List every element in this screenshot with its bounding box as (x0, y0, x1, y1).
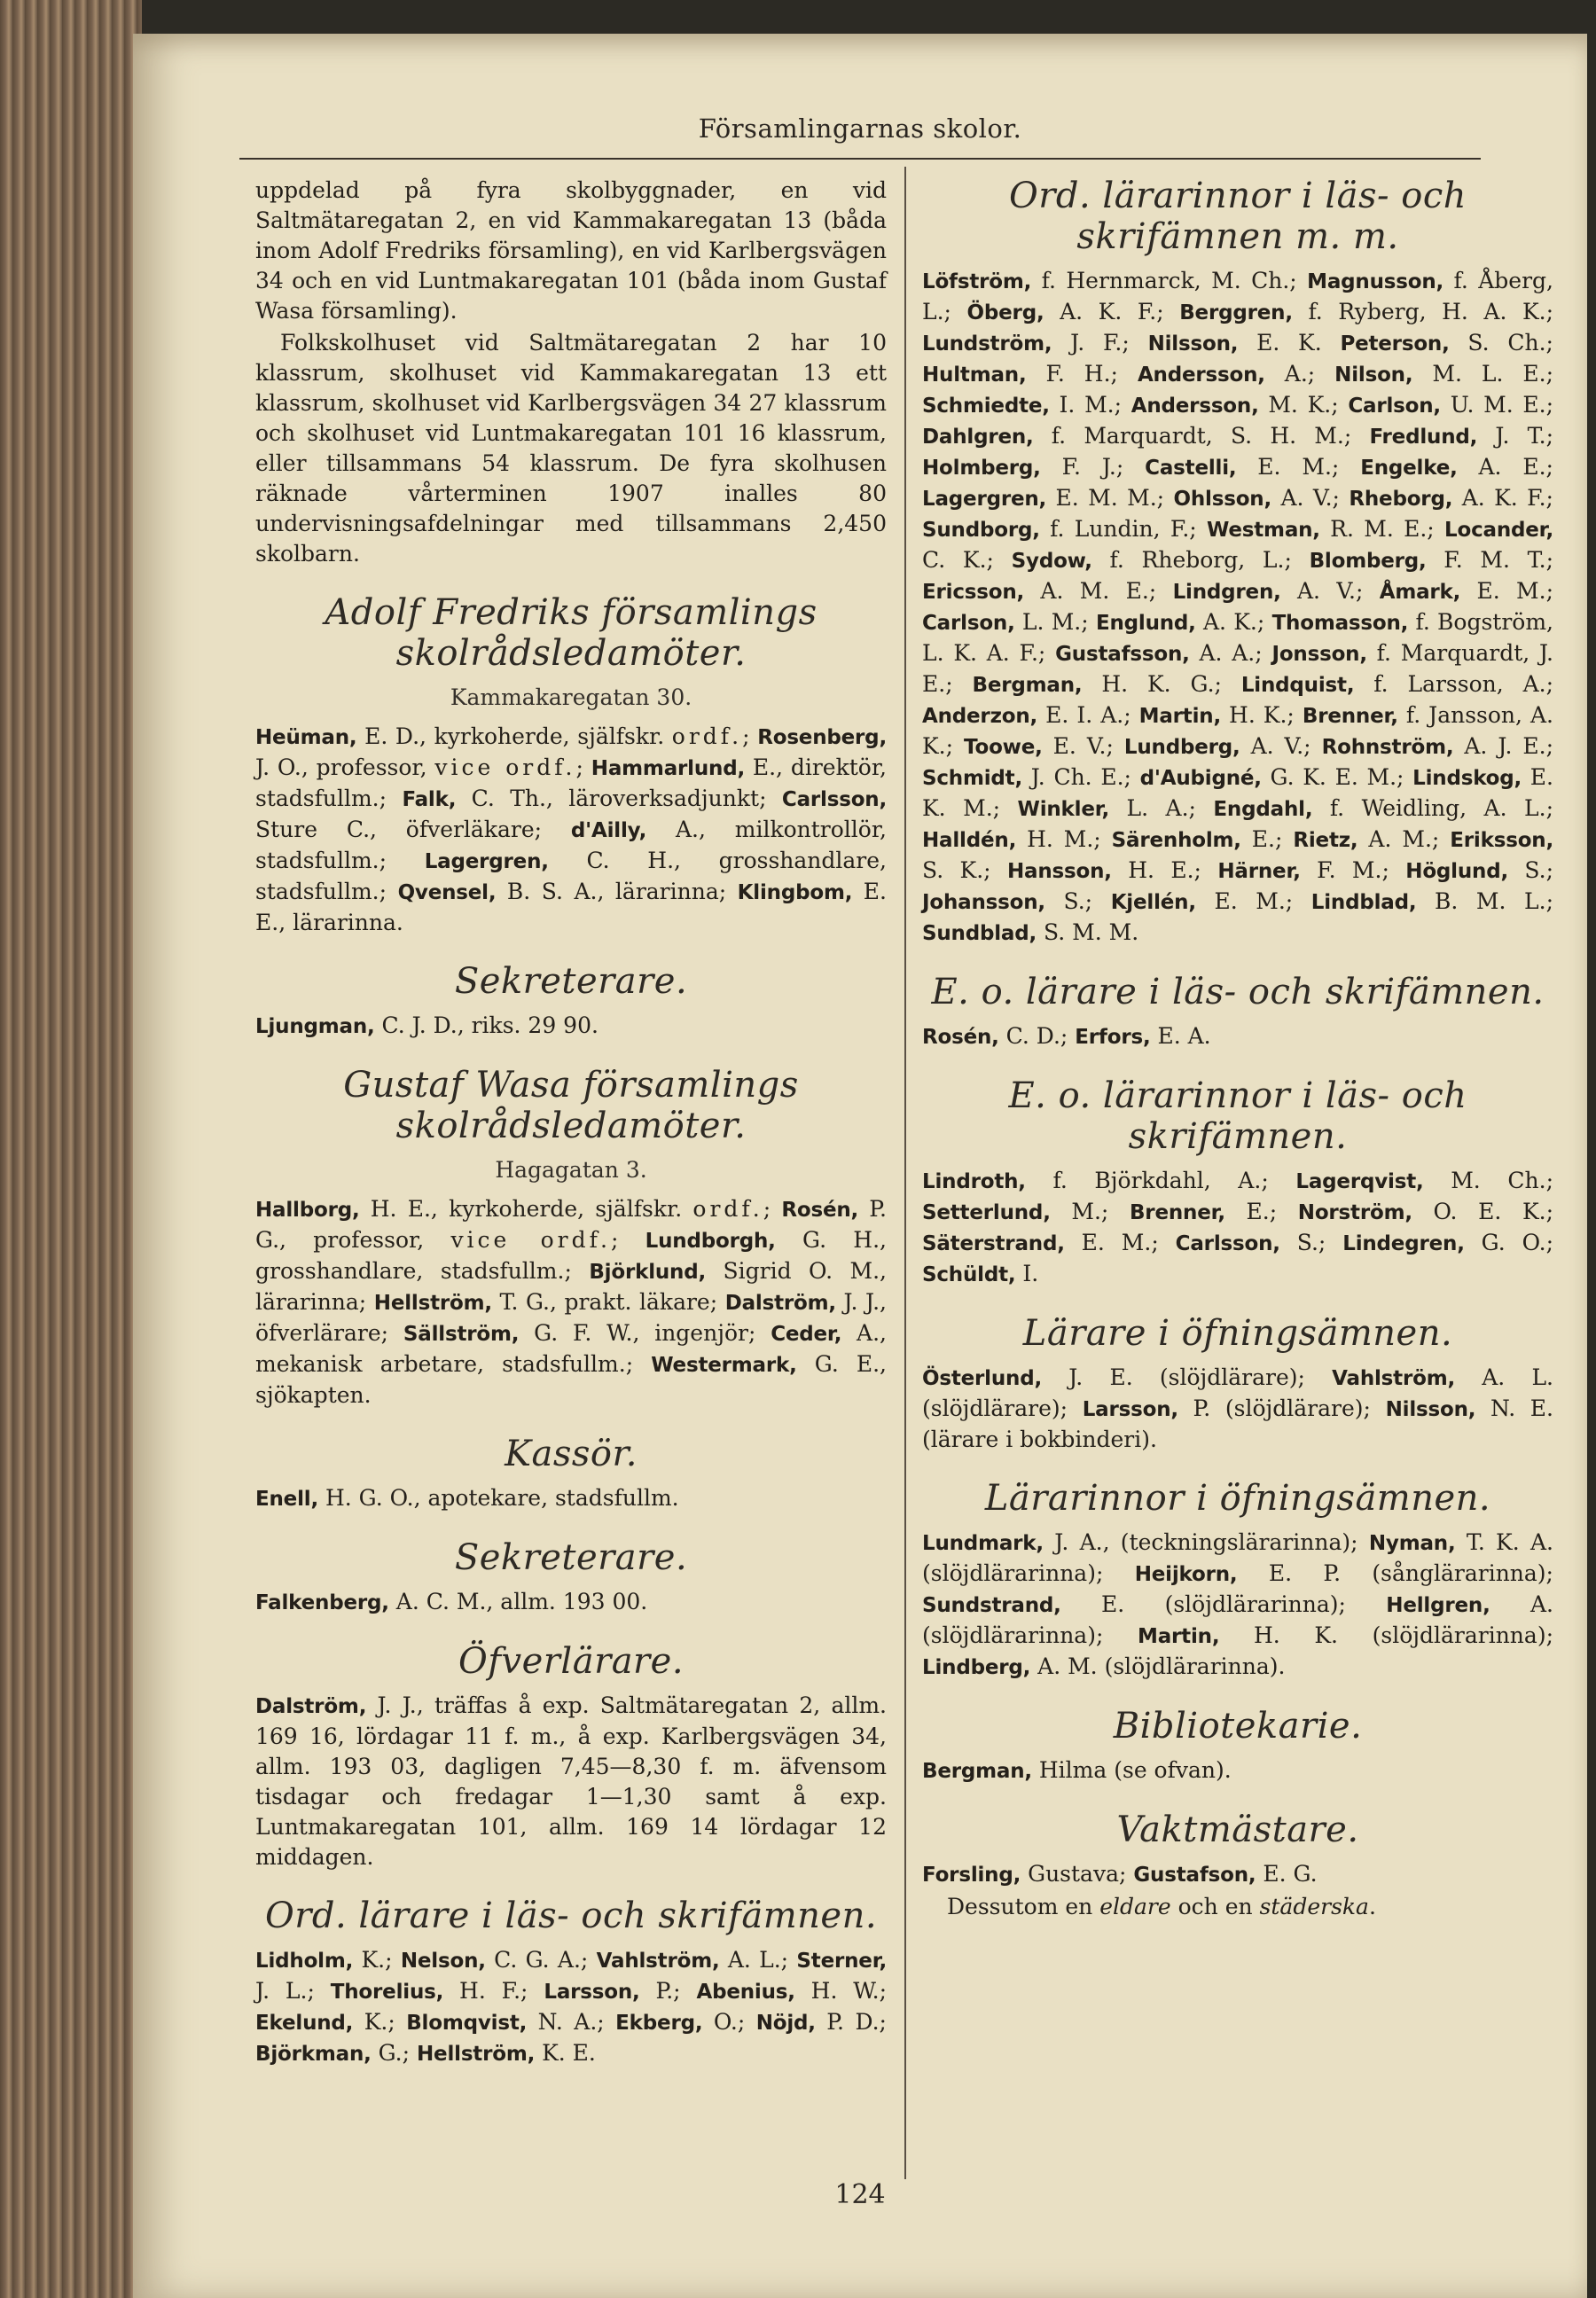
entry-details: M. K.; (1258, 392, 1349, 418)
entry-details: M. Ch.; (1423, 1168, 1553, 1193)
entry-name: Schüldt, (922, 1263, 1016, 1286)
entry-details: E. M.; (1195, 888, 1311, 914)
entry-details: f. Marquardt, S. H. M.; (1033, 423, 1370, 449)
entry-name: Gustafson, (1133, 1864, 1256, 1887)
entry-details: H. M.; (1016, 826, 1112, 852)
ord-teachers-heading: Ord. lärare i läs- och skrifämnen. (264, 1895, 878, 1936)
entry-details: G. K. E. M.; (1261, 764, 1413, 790)
header-rule (239, 158, 1481, 160)
entry-name: Björklund, (589, 1261, 707, 1284)
entry-name: Nyman, (1368, 1532, 1456, 1555)
entry-details: P. (slöjdlärare); (1177, 1395, 1386, 1421)
librarian-entry (922, 1755, 1553, 1786)
entry-details: A. V.; (1271, 485, 1350, 511)
entry-details: J. L.; (255, 1978, 331, 2004)
practical-teachers-list (922, 1363, 1553, 1455)
af-secretary-name: Ljungman, (255, 1015, 375, 1038)
book-page (133, 34, 1587, 2298)
entry-name: d'Aubigné, (1139, 767, 1262, 790)
af-secretary-heading: Sekreterare. (454, 961, 688, 1002)
entry-name: Eriksson, (1450, 829, 1554, 852)
entry-details: F. J.; (1040, 454, 1146, 480)
entry-details: N. E. (lärare i bokbinderi). (922, 1395, 1553, 1452)
entry-separator: ; (610, 1227, 645, 1253)
entry-details: f. Björkdahl, A.; (1025, 1168, 1296, 1193)
entry-name: Hultman, (922, 363, 1027, 387)
entry-details: G.; (371, 2040, 417, 2066)
eo-teachers-heading: E. o. lärare i läs- och skrifämnen. (931, 972, 1545, 1012)
entry-details: A.; (1264, 361, 1335, 387)
entry-name: Särenholm, (1111, 829, 1241, 852)
entry-details: J. E. (slöjdlärare); (1042, 1364, 1333, 1390)
entry-name: Larsson, (544, 1981, 640, 2004)
entry-name: Sundblad, (922, 922, 1037, 945)
entry-details: f. Ryberg, H. A. K.; (1292, 299, 1554, 324)
entry-name: Winkler, (1017, 798, 1110, 821)
entry-name: Dahlgren, (922, 426, 1034, 449)
entry-name: Thorelius, (330, 1981, 444, 2004)
entry-name: Lindquist, (1240, 674, 1355, 697)
entry-name: Österlund, (922, 1367, 1043, 1390)
entry-details: C. D.; (998, 1023, 1076, 1049)
entry-name: Englund, (1095, 612, 1196, 635)
entry-details: A., milkontrollör, stadsfullm.; (255, 817, 887, 873)
entry-name: Vahlström, (596, 1950, 720, 1973)
gw-secretary-details: A. C. M., allm. 193 00. (388, 1589, 648, 1614)
entry-name: Hellgren, (1386, 1594, 1490, 1617)
entry-name: Kjellén, (1110, 891, 1196, 914)
entry-name: Holmberg, (922, 457, 1041, 480)
entry-details: A. M. (slöjdlärarinna). (1030, 1653, 1286, 1679)
entry-name: Sterner, (796, 1950, 887, 1973)
entry-name: Martin, (1138, 705, 1221, 728)
entry-role: ordf. (671, 723, 743, 749)
entry-name: Björkman, (255, 2043, 372, 2066)
entry-name: Vahlström, (1332, 1367, 1456, 1390)
entry-details: S. Ch.; (1449, 330, 1553, 356)
entry-details: J. Ch. E.; (1022, 764, 1140, 790)
left-column (255, 176, 887, 2071)
entry-name: Westermark, (651, 1354, 797, 1377)
entry-details: K.; (353, 2009, 407, 2035)
entry-name: Nilson, (1334, 363, 1413, 387)
entry-name: Ohlsson, (1173, 488, 1272, 511)
entry-details: f. Hernmarck, M. Ch.; (1031, 268, 1308, 293)
entry-details: J. A., (teckningslärarinna); (1043, 1529, 1369, 1555)
entry-details: Sture C., öfverläkare; (255, 817, 571, 842)
entry-details: J. J., öfverlärare; (255, 1289, 888, 1346)
entry-details: E. I. A.; (1037, 702, 1139, 728)
ord-female-teachers-heading: Ord. lärarinnor i läs- och skrifämnen m. m. (1008, 176, 1467, 257)
entry-name: d'Ailly, (570, 819, 647, 842)
entry-details: E. G. (1256, 1861, 1318, 1887)
entry-name: Rosenberg, (757, 726, 887, 749)
entry-details: P. G., professor, (255, 1196, 887, 1253)
entry-name: Peterson, (1340, 332, 1450, 356)
entry-details: Gustava; (1021, 1861, 1134, 1887)
entry-details: H. E., kyrkoherde, själfskr. (359, 1196, 693, 1222)
practical-female-teachers-heading: Lärarinnor i öfningsämnen. (984, 1478, 1491, 1519)
entry-name: Johansson, (922, 891, 1045, 914)
practical-teachers-heading: Lärare i öfningsämnen. (1022, 1313, 1453, 1354)
entry-details: A. E.; (1457, 454, 1553, 480)
gw-council-members (255, 1194, 887, 1411)
entry-name: Lundberg, (1123, 736, 1240, 759)
entry-name: Sällström, (403, 1323, 520, 1346)
entry-name: Carlsson, (1175, 1232, 1280, 1255)
entry-name: Sundborg, (922, 519, 1040, 542)
entry-details: f. Lundin, F.; (1039, 516, 1208, 542)
entry-name: Lindgren, (1172, 581, 1281, 604)
entry-details: S. M. M. (1037, 919, 1139, 945)
librarian-heading: Bibliotekarie. (1113, 1706, 1363, 1747)
entry-name: Thomasson, (1271, 612, 1409, 635)
entry-name: Lagergren, (922, 488, 1047, 511)
entry-details: G. F. W., ingenjör; (519, 1320, 771, 1346)
entry-name: Lundmark, (922, 1532, 1044, 1555)
entry-details: J. F.; (1052, 330, 1148, 356)
entry-name: Lindblad, (1310, 891, 1417, 914)
gw-secretary-entry (255, 1587, 887, 1618)
entry-details: S.; (1044, 888, 1111, 914)
entry-details: T. G., prakt. läkare; (491, 1289, 725, 1315)
entry-name: Jonsson, (1271, 643, 1367, 666)
gw-secretary-heading: Sekreterare. (454, 1537, 688, 1578)
intro-paragraph-2: Folkskolhuset vid Saltmätaregatan 2 har 10 klassrum, skolhuset vid Kammakaregatan 13 ett klassrum, skolhuset vid Karlbergsvägen 34 27 klassrum och skolhuset vid Luntmakaregatan 101 16 klassrum, eller tillsammans 54 klassrum. De fyra skolhusen räknade vårterminen 1907 inalles 80 undervisningsafdelningar med tillsammans 2,450 skolbarn. (255, 330, 887, 567)
closing-stoker: eldare (1099, 1894, 1171, 1919)
entry-name: Setterlund, (922, 1201, 1051, 1224)
entry-name: Rohnström, (1321, 736, 1454, 759)
entry-details: J. T.; (1477, 423, 1553, 449)
entry-details: N. A.; (527, 2009, 616, 2035)
entry-details: E. D., kyrkoherde, själfskr. (356, 723, 672, 749)
entry-details: A. V.; (1240, 733, 1322, 759)
af-secretary-details: C. J. D., riks. 29 90. (374, 1012, 598, 1038)
entry-name: Martin, (1138, 1625, 1220, 1648)
entry-name: Heüman, (255, 726, 357, 749)
entry-details: f. Åberg, L.; (922, 268, 1553, 324)
entry-details: H. F.; (443, 1978, 544, 2004)
entry-name: Rosén, (922, 1026, 999, 1049)
entry-details: A. A.; (1189, 640, 1272, 666)
entry-name: Carlson, (1348, 395, 1441, 418)
head-teacher-details: J. J., träffas å exp. Saltmätaregatan 2, allm. 169 16, lördagar 11 f. m., å exp. Karlbergsvägen 34, allm. 193 03, dagligen 7,45—8,30 f. m. äfvensom tisdagar och fredagar 1—1,30 samt å exp. Luntmakaregatan 101, allm. 169 14 lördagar 12 middagen. (255, 1692, 887, 1870)
entry-separator: ; (763, 1196, 782, 1222)
treasurer-entry (255, 1483, 887, 1514)
entry-details: A. L. (slöjdlärare); (922, 1364, 1553, 1421)
entry-name: Larsson, (1082, 1398, 1178, 1421)
entry-details: S.; (1508, 857, 1553, 883)
entry-name: Hansson, (1007, 860, 1112, 883)
entry-details: J. O., professor, (255, 754, 435, 780)
entry-details: E. A. (1150, 1023, 1211, 1049)
entry-name: Ekelund, (255, 2012, 354, 2035)
entry-details: R. M. E.; (1319, 516, 1445, 542)
entry-details: A., mekanisk arbetare, stadsfullm.; (255, 1320, 887, 1377)
caretakers-heading: Vaktmästare. (1116, 1809, 1359, 1850)
librarian-name: Bergman, (922, 1760, 1032, 1783)
entry-name: Berggren, (1179, 301, 1293, 324)
entry-name: Dalström, (724, 1292, 836, 1315)
entry-details: G. O.; (1464, 1230, 1553, 1255)
entry-name: Lagergren, (424, 850, 549, 873)
entry-details: K.; (353, 1947, 401, 1973)
entry-role: vice ordf. (450, 1227, 611, 1253)
entry-details: E. M.; (1064, 1230, 1176, 1255)
entry-details: f. Larsson, A.; (1354, 671, 1553, 697)
entry-name: Ekberg, (615, 2012, 703, 2035)
entry-name: Blomqvist, (406, 2012, 528, 2035)
entry-details: E. (slöjdlärarinna); (1060, 1591, 1387, 1617)
entry-name: Lundström, (922, 332, 1052, 356)
entry-details: f. Jansson, A. K.; (922, 702, 1553, 759)
gw-council-address: Hagagatan 3. (495, 1157, 647, 1183)
entry-name: Nöjd, (755, 2012, 816, 2035)
entry-role: vice ordf. (434, 754, 576, 780)
page-number: 124 (834, 2179, 886, 2210)
entry-details: L. M.; (1014, 609, 1096, 635)
closing-text-3: . (1368, 1894, 1376, 1919)
entry-name: Andersson, (1137, 363, 1265, 387)
entry-name: Abenius, (696, 1981, 795, 2004)
entry-details: E.; (1240, 826, 1294, 852)
head-teacher-heading: Öfverlärare. (458, 1641, 685, 1682)
entry-name: Falk, (402, 788, 457, 811)
entry-details: E. E., lärarinna. (255, 879, 887, 935)
entry-details: Sigrid O. M., lärarinna; (255, 1258, 887, 1315)
entry-details: S.; (1279, 1230, 1343, 1255)
closing-text-1: Dessutom en (947, 1894, 1100, 1919)
entry-name: Nilsson, (1385, 1398, 1476, 1421)
practical-female-teachers-list (922, 1528, 1553, 1683)
entry-details: C. Th., läroverksadjunkt; (456, 786, 782, 811)
entry-name: Erfors, (1075, 1026, 1151, 1049)
treasurer-heading: Kassör. (505, 1434, 638, 1474)
entry-details: S. K.; (922, 857, 1007, 883)
entry-name: Nilsson, (1147, 332, 1239, 356)
entry-details: A. K.; (1195, 609, 1272, 635)
entry-details: E. V.; (1042, 733, 1124, 759)
entry-name: Sydow, (1011, 550, 1092, 573)
entry-name: Heijkorn, (1134, 1563, 1238, 1586)
entry-name: Norström, (1297, 1201, 1412, 1224)
entry-details: L. A.; (1109, 795, 1214, 821)
entry-name: Schmiedte, (922, 395, 1050, 418)
entry-details: E. M.; (1236, 454, 1361, 480)
entry-details: A. M. E.; (1024, 578, 1173, 604)
entry-details: O.; (702, 2009, 756, 2035)
entry-name: Rheborg, (1349, 488, 1453, 511)
entry-details: f. Marquardt, J. E.; (922, 640, 1553, 697)
af-council-address: Kammakaregatan 30. (450, 684, 692, 710)
closing-cleaner: städerska (1259, 1894, 1369, 1919)
entry-name: Bergman, (972, 674, 1083, 697)
entry-name: Hammarlund, (591, 757, 745, 780)
entry-details: H. W.; (794, 1978, 887, 2004)
entry-details: C. K.; (922, 547, 1012, 573)
entry-name: Magnusson, (1307, 270, 1444, 293)
entry-details: M.; (1050, 1199, 1130, 1224)
column-rule (904, 167, 906, 2179)
entry-name: Halldén, (922, 829, 1017, 852)
entry-details: E., direktör, stadsfullm.; (255, 754, 887, 811)
entry-separator: ; (575, 754, 591, 780)
entry-details: B. M. L.; (1416, 888, 1553, 914)
entry-name: Hallborg, (255, 1199, 360, 1222)
entry-details: A. J. E.; (1453, 733, 1553, 759)
entry-name: Blomberg, (1309, 550, 1427, 573)
entry-details: E. K. (1238, 330, 1341, 356)
entry-name: Brenner, (1302, 705, 1398, 728)
entry-name: Rietz, (1293, 829, 1358, 852)
entry-details: G. H., grosshandlare, stadsfullm.; (255, 1227, 887, 1284)
entry-name: Lindroth, (922, 1170, 1026, 1193)
entry-details: E. M. M.; (1046, 485, 1174, 511)
caretakers-list (922, 1859, 1553, 1890)
entry-name: Rosén, (781, 1199, 859, 1222)
entry-name: Ericsson, (922, 581, 1025, 604)
entry-details: P. D.; (815, 2009, 887, 2035)
entry-name: Westman, (1207, 519, 1320, 542)
closing-note (922, 1892, 1553, 1922)
entry-name: Lagerqvist, (1295, 1170, 1424, 1193)
entry-details: A. L.; (719, 1947, 797, 1973)
entry-name: Härner, (1217, 860, 1301, 883)
treasurer-details: H. G. O., apotekare, stadsfullm. (318, 1485, 679, 1511)
af-council-members (255, 722, 887, 938)
entry-name: Gustafsson, (1055, 643, 1190, 666)
entry-name: Klingbom, (737, 881, 853, 904)
entry-name: Locander, (1444, 519, 1553, 542)
entry-details: U. M. E.; (1440, 392, 1553, 418)
entry-details: f. Bogström, L. K. A. F.; (922, 609, 1553, 666)
entry-details: E.; (1224, 1199, 1298, 1224)
entry-details: P.; (639, 1978, 697, 2004)
entry-name: Brenner, (1129, 1201, 1225, 1224)
entry-details: E. K. M.; (922, 764, 1553, 821)
entry-details: A. M.; (1357, 826, 1451, 852)
ord-female-teachers-list (922, 266, 1553, 949)
head-teacher-name: Dalström, (255, 1695, 367, 1718)
eo-teachers-list (922, 1021, 1553, 1052)
entry-details: C. G. A.; (485, 1947, 597, 1973)
entry-name: Anderzon, (922, 705, 1038, 728)
entry-details: B. S. A., lärarinna; (496, 879, 738, 904)
entry-name: Lindskog, (1412, 767, 1522, 790)
entry-name: Ceder, (771, 1323, 842, 1346)
entry-name: Carlsson, (781, 788, 888, 811)
entry-name: Schmidt, (922, 767, 1023, 790)
entry-details: f. Weidling, A. L.; (1312, 795, 1553, 821)
entry-details: A. (slöjdlärarinna); (922, 1591, 1553, 1648)
book-page-edges (0, 0, 142, 2298)
entry-name: Castelli, (1145, 457, 1237, 480)
entry-details: f. Rheborg, L.; (1091, 547, 1310, 573)
entry-details: M. L. E.; (1412, 361, 1553, 387)
ord-teachers-list (255, 1945, 887, 2069)
entry-role: ordf. (692, 1196, 763, 1222)
entry-name: Qvensel, (397, 881, 497, 904)
eo-female-teachers-list (922, 1166, 1553, 1290)
entry-details: E. M.; (1460, 578, 1554, 604)
entry-name: Engelke, (1360, 457, 1458, 480)
entry-name: Toowe, (964, 736, 1043, 759)
entry-details: A. V.; (1280, 578, 1380, 604)
gw-council-heading: Gustaf Wasa församlings skolrådsledamöter. (343, 1065, 799, 1146)
entry-details: H. K. (slöjdlärarinna); (1219, 1622, 1553, 1648)
intro-paragraph-1: uppdelad på fyra skolbyggnader, en vid Saltmätaregatan 2, en vid Kammakaregatan 13 (båda inom Adolf Fredriks församling), en vid Karlbergsvägen 34 och en vid Luntmakaregatan 101 (båda inom Gustaf Wasa församling). (255, 177, 887, 324)
entry-name: Lindberg, (922, 1656, 1031, 1679)
eo-female-teachers-heading: E. o. lärarinnor i läs- och skrifämnen. (1008, 1075, 1467, 1157)
entry-name: Öberg, (966, 301, 1044, 324)
entry-details: O. E. K.; (1412, 1199, 1553, 1224)
entry-name: Lindegren, (1342, 1232, 1465, 1255)
entry-name: Löfström, (922, 270, 1032, 293)
entry-name: Hellström, (417, 2043, 536, 2066)
entry-details: K. E. (535, 2040, 596, 2066)
entry-details: E. P. (sånglärarinna); (1237, 1560, 1553, 1586)
entry-details: C. H., grosshandlare, stadsfullm.; (255, 848, 887, 904)
entry-name: Carlson, (922, 612, 1015, 635)
entry-details: H. E.; (1111, 857, 1218, 883)
entry-name: Lundborgh, (645, 1230, 776, 1253)
af-council-heading: Adolf Fredriks församlings skolrådsledamöter. (325, 592, 818, 674)
entry-name: Höglund, (1405, 860, 1509, 883)
af-secretary-entry (255, 1011, 887, 1042)
entry-separator: ; (742, 723, 758, 749)
running-head: Församlingarnas skolor. (698, 113, 1022, 144)
entry-details: F. M. T.; (1426, 547, 1554, 573)
entry-name: Fredlund, (1369, 426, 1478, 449)
entry-details: H. K. G.; (1082, 671, 1241, 697)
entry-name: Engdahl, (1213, 798, 1313, 821)
entry-details: H. K.; (1221, 702, 1303, 728)
closing-text-2: och en (1170, 1894, 1260, 1919)
treasurer-name: Enell, (255, 1488, 318, 1511)
entry-details: I. (1015, 1261, 1039, 1286)
entry-details: F. M.; (1300, 857, 1406, 883)
head-teacher-entry (255, 1691, 887, 1872)
librarian-details: Hilma (se ofvan). (1031, 1757, 1232, 1783)
entry-name: Andersson, (1130, 395, 1259, 418)
entry-name: Nelson, (400, 1950, 486, 1973)
entry-name: Åmark, (1379, 581, 1461, 604)
entry-name: Sundstrand, (922, 1594, 1061, 1617)
entry-details: F. H.; (1026, 361, 1138, 387)
entry-name: Forsling, (922, 1864, 1021, 1887)
entry-details: A. K. F.; (1044, 299, 1180, 324)
right-column (922, 176, 1553, 1924)
entry-name: Hellström, (373, 1292, 492, 1315)
entry-details: G. E., sjökapten. (255, 1351, 887, 1408)
entry-name: Säterstrand, (922, 1232, 1065, 1255)
entry-details: T. K. A. (slöjdlärarinna); (922, 1529, 1553, 1586)
entry-name: Lidholm, (255, 1950, 354, 1973)
entry-details: I. M.; (1049, 392, 1131, 418)
entry-details: A. K. F.; (1452, 485, 1553, 511)
gw-secretary-name: Falkenberg, (255, 1591, 389, 1614)
